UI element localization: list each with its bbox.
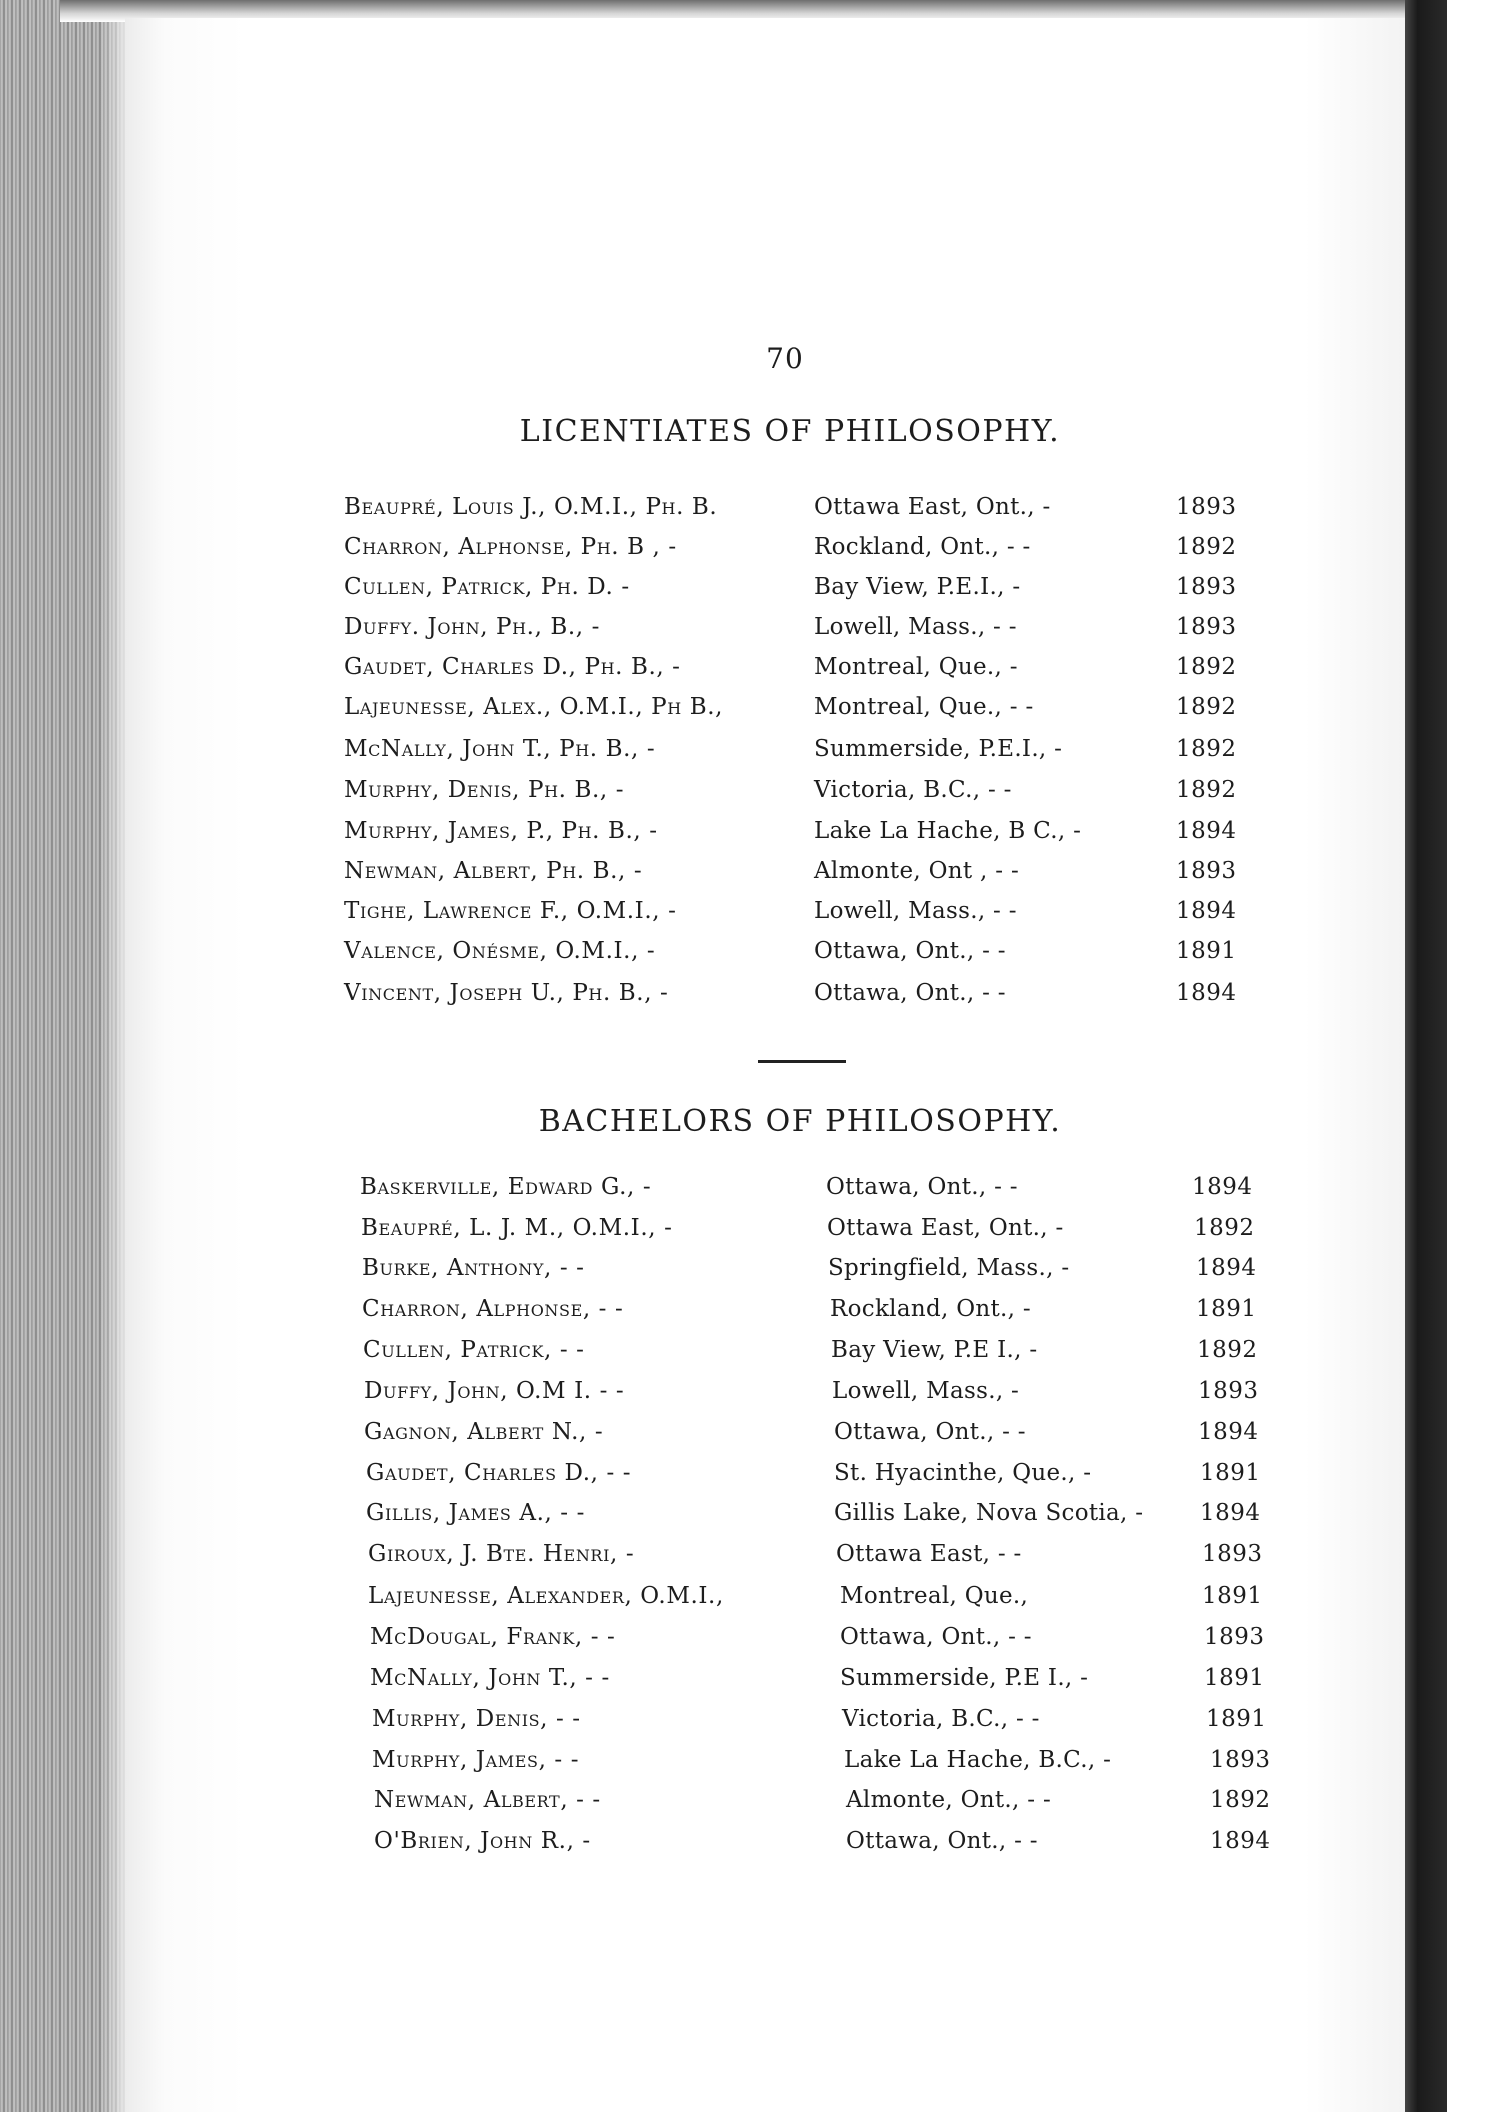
graduation-year: 1894	[1176, 818, 1237, 844]
graduate-residence: Lake La Hache, B C., -	[814, 818, 1082, 844]
graduate-residence: Ottawa, Ont., - -	[814, 980, 1006, 1006]
licentiates-heading: LICENTIATES OF PHILOSOPHY.	[519, 414, 1061, 449]
graduate-residence: Victoria, B.C., - -	[814, 777, 1012, 803]
graduate-name: McDougal, Frank, - -	[370, 1624, 616, 1650]
graduate-name: Murphy, James, P., Ph. B., -	[344, 818, 658, 844]
graduate-name: Lajeunesse, Alex., O.M.I., Ph B.,	[344, 694, 724, 720]
graduate-name: Tighe, Lawrence F., O.M.I., -	[344, 898, 677, 924]
graduate-name: Murphy, Denis, - -	[372, 1706, 581, 1732]
graduate-residence: Ottawa, Ont., - -	[814, 938, 1006, 964]
graduate-residence: Victoria, B.C., - -	[842, 1706, 1040, 1732]
graduation-year: 1891	[1202, 1583, 1263, 1609]
graduate-name: Giroux, J. Bte. Henri, -	[368, 1541, 635, 1567]
graduate-name: Vincent, Joseph U., Ph. B., -	[344, 980, 669, 1006]
graduate-residence: Ottawa East, Ont., -	[814, 494, 1051, 520]
graduate-residence: Ottawa East, Ont., -	[827, 1215, 1064, 1241]
graduate-residence: Bay View, P.E I., -	[831, 1337, 1038, 1363]
graduation-year: 1894	[1200, 1500, 1261, 1526]
graduation-year: 1893	[1176, 574, 1237, 600]
graduate-residence: Rockland, Ont., - -	[814, 534, 1031, 560]
graduation-year: 1893	[1176, 494, 1237, 520]
graduation-year: 1893	[1198, 1378, 1259, 1404]
graduate-name: Beaupré, Louis J., O.M.I., Ph. B.	[344, 494, 718, 520]
graduate-name: Cullen, Patrick, Ph. D. -	[344, 574, 630, 600]
graduation-year: 1891	[1204, 1665, 1265, 1691]
graduation-year: 1892	[1176, 654, 1237, 680]
graduate-name: Baskerville, Edward G., -	[360, 1174, 652, 1200]
section-divider	[758, 1060, 846, 1063]
graduate-residence: Lake La Hache, B.C., -	[844, 1747, 1112, 1773]
graduate-residence: Ottawa East, - -	[836, 1541, 1022, 1567]
graduate-name: Murphy, James, - -	[372, 1747, 580, 1773]
graduate-residence: Ottawa, Ont., - -	[840, 1624, 1032, 1650]
graduate-name: Gagnon, Albert N., -	[364, 1419, 604, 1445]
graduation-year: 1892	[1176, 736, 1237, 762]
graduation-year: 1892	[1176, 694, 1237, 720]
graduate-name: McNally, John T., - -	[370, 1665, 610, 1691]
graduate-name: Cullen, Patrick, - -	[363, 1337, 585, 1363]
graduate-name: O'Brien, John R., -	[374, 1828, 591, 1854]
graduate-residence: Lowell, Mass., - -	[814, 614, 1017, 640]
graduate-residence: Lowell, Mass., - -	[814, 898, 1017, 924]
graduation-year: 1892	[1210, 1787, 1271, 1813]
graduate-residence: Ottawa, Ont., - -	[826, 1174, 1018, 1200]
graduate-name: Charron, Alphonse, - -	[362, 1296, 624, 1322]
graduation-year: 1891	[1206, 1706, 1267, 1732]
graduation-year: 1893	[1202, 1541, 1263, 1567]
graduation-year: 1894	[1210, 1828, 1271, 1854]
graduate-name: Gillis, James A., - -	[366, 1500, 585, 1526]
graduation-year: 1892	[1176, 534, 1237, 560]
graduate-name: Beaupré, L. J. M., O.M.I., -	[361, 1215, 673, 1241]
graduate-name: Burke, Anthony, - -	[362, 1255, 585, 1281]
page-number: 70	[766, 342, 804, 375]
graduation-year: 1893	[1204, 1624, 1265, 1650]
scan-margin	[1447, 0, 1504, 2112]
graduate-name: Gaudet, Charles D., - -	[366, 1460, 632, 1486]
graduation-year: 1894	[1198, 1419, 1259, 1445]
graduate-residence: Summerside, P.E.I., -	[814, 736, 1063, 762]
graduate-name: Charron, Alphonse, Ph. B , -	[344, 534, 677, 560]
graduation-year: 1894	[1192, 1174, 1253, 1200]
book-page-edge	[0, 0, 130, 2112]
graduate-residence: Summerside, P.E I., -	[840, 1665, 1089, 1691]
graduation-year: 1893	[1176, 858, 1237, 884]
graduation-year: 1891	[1176, 938, 1237, 964]
graduate-residence: Montreal, Que., - -	[814, 694, 1034, 720]
graduate-name: Newman, Albert, Ph. B., -	[344, 858, 643, 884]
graduate-residence: Almonte, Ont , - -	[814, 858, 1020, 884]
graduate-residence: Rockland, Ont., -	[830, 1296, 1031, 1322]
graduate-residence: St. Hyacinthe, Que., -	[834, 1460, 1092, 1486]
graduation-year: 1893	[1210, 1747, 1271, 1773]
graduation-year: 1894	[1176, 898, 1237, 924]
graduate-name: Murphy, Denis, Ph. B., -	[344, 777, 625, 803]
graduate-name: Duffy. John, Ph., B., -	[344, 614, 600, 640]
graduate-name: Duffy, John, O.M I. - -	[364, 1378, 625, 1404]
graduate-residence: Ottawa, Ont., - -	[834, 1419, 1026, 1445]
graduate-residence: Gillis Lake, Nova Scotia, -	[834, 1500, 1144, 1526]
graduation-year: 1894	[1196, 1255, 1257, 1281]
graduate-name: Lajeunesse, Alexander, O.M.I.,	[368, 1583, 724, 1609]
graduate-residence: Lowell, Mass., -	[832, 1378, 1020, 1404]
graduate-residence: Bay View, P.E.I., -	[814, 574, 1021, 600]
graduate-residence: Montreal, Que., -	[814, 654, 1018, 680]
graduate-name: McNally, John T., Ph. B., -	[344, 736, 656, 762]
graduate-name: Gaudet, Charles D., Ph. B., -	[344, 654, 681, 680]
bachelors-heading: BACHELORS OF PHILOSOPHY.	[538, 1104, 1062, 1139]
graduation-year: 1892	[1197, 1337, 1258, 1363]
graduation-year: 1891	[1196, 1296, 1257, 1322]
graduate-residence: Montreal, Que.,	[840, 1583, 1029, 1609]
graduate-residence: Ottawa, Ont., - -	[846, 1828, 1038, 1854]
scan-border	[1405, 0, 1447, 2112]
graduation-year: 1892	[1176, 777, 1237, 803]
graduation-year: 1891	[1200, 1460, 1261, 1486]
graduation-year: 1894	[1176, 980, 1237, 1006]
graduate-residence: Springfield, Mass., -	[828, 1255, 1070, 1281]
graduation-year: 1893	[1176, 614, 1237, 640]
graduate-residence: Almonte, Ont., - -	[846, 1787, 1052, 1813]
graduation-year: 1892	[1194, 1215, 1255, 1241]
graduate-name: Newman, Albert, - -	[374, 1787, 601, 1813]
graduate-name: Valence, Onésme, O.M.I., -	[344, 938, 656, 964]
